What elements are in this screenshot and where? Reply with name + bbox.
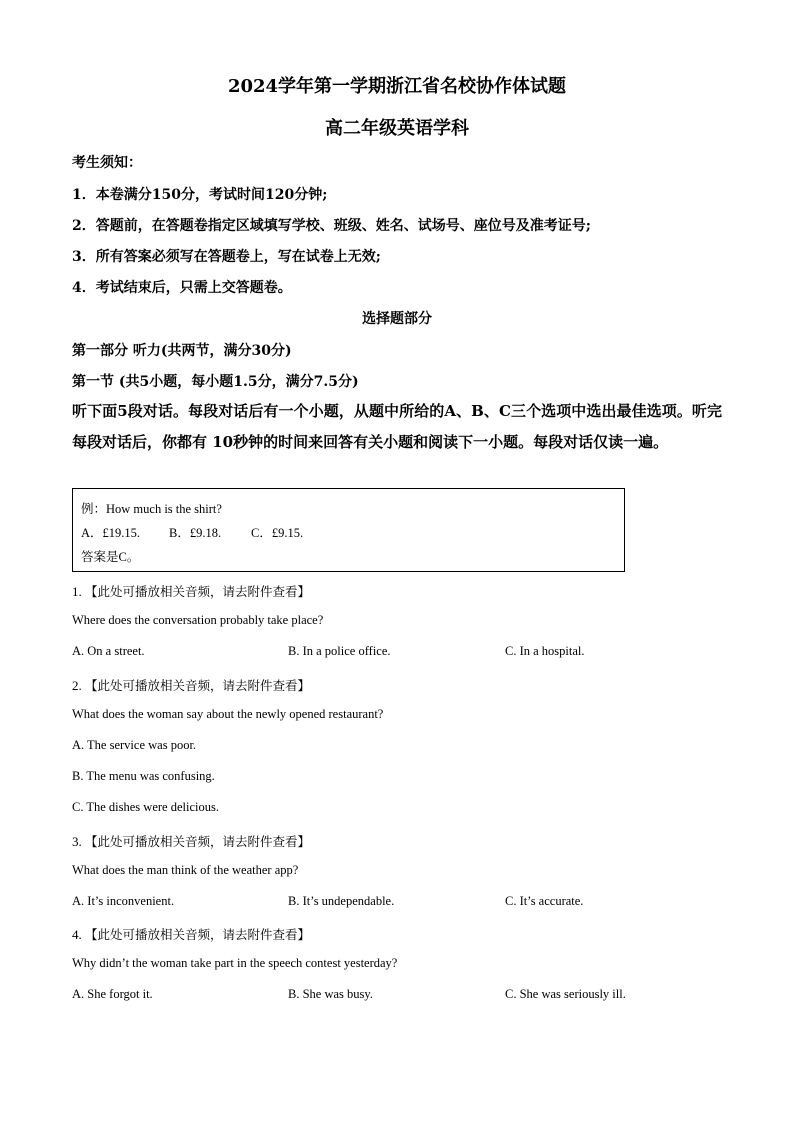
question-number: 1. [72, 584, 82, 599]
question-4-option-a: A. She forgot it. [72, 987, 153, 1001]
notice-heading: 考生须知： [72, 155, 142, 171]
question-3-option-a: A. It’s inconvenient. [72, 894, 175, 908]
question-1-header [72, 582, 310, 600]
section-heading: 选择题部分 [362, 311, 432, 327]
question-number: 3. [72, 834, 82, 849]
question-2-option-a: A. The service was poor. [72, 738, 197, 752]
question-1-option-c: C. In a hospital. [505, 644, 585, 658]
question-3-text: What does the man think of the weather app? [72, 863, 299, 877]
question-number: 4. [72, 927, 82, 942]
audio-placeholder-tag[interactable]: 【此处可播放相关音频，请去附件查看】 [85, 584, 311, 599]
audio-placeholder-tag[interactable]: 【此处可播放相关音频，请去附件查看】 [85, 834, 311, 849]
example-box [72, 488, 625, 572]
part-heading: 第一部分 听力(共两节，满分30分) [72, 343, 292, 359]
question-4-option-b: B. She was busy. [288, 987, 373, 1001]
question-2-option-c: C. The dishes were delicious. [72, 800, 219, 814]
question-2-header [72, 676, 310, 694]
exam-subtitle: 高二年级英语学科 [325, 118, 469, 139]
subsection-heading: 第一节 (共5小题，每小题1.5分，满分7.5分) [72, 374, 359, 390]
example-answer: 答案是C。 [81, 550, 140, 564]
question-4-text: Why didn’t the woman take part in the speech contest yesterday? [72, 956, 398, 970]
question-1-text: Where does the conversation probably take place? [72, 613, 324, 627]
question-1-option-a: A. On a street. [72, 644, 145, 658]
question-3-header [72, 832, 310, 850]
example-option-b: B．£9.18. [169, 526, 222, 540]
notice-item-2: 2．答题前，在答题卷指定区域填写学校、班级、姓名、试场号、座位号及准考证号; [72, 218, 591, 234]
question-4-option-c: C. She was seriously ill. [505, 987, 626, 1001]
example-option-a: A．£19.15. [81, 526, 141, 540]
question-3-option-b: B. It’s undependable. [288, 894, 395, 908]
notice-item-1: 1．本卷满分150分，考试时间120分钟; [72, 187, 328, 203]
notice-item-4: 4．考试结束后，只需上交答题卷。 [72, 280, 292, 296]
question-3-option-c: C. It’s accurate. [505, 894, 584, 908]
example-option-c: C．£9.15. [251, 526, 304, 540]
exam-title: 2024学年第一学期浙江省名校协作体试题 [227, 76, 567, 97]
question-4-header [72, 925, 310, 943]
question-1-option-b: B. In a police office. [288, 644, 391, 658]
question-2-option-b: B. The menu was confusing. [72, 769, 215, 783]
example-question: 例：How much is the shirt? [81, 502, 222, 516]
question-number: 2. [72, 678, 82, 693]
question-2-text: What does the woman say about the newly opened restaurant? [72, 707, 384, 721]
notice-item-3: 3．所有答案必须写在答题卷上，写在试卷上无效; [72, 249, 381, 265]
listening-instructions: 听下面5段对话。每段对话后有一个小题，从题中所给的A、B、C三个选项中选出最佳选项。听完每段对话后，你都有 10秒钟的时间来回答有关小题和阅读下一小题。每段对话仅读一遍。 [72, 402, 722, 451]
audio-placeholder-tag[interactable]: 【此处可播放相关音频，请去附件查看】 [85, 927, 311, 942]
audio-placeholder-tag[interactable]: 【此处可播放相关音频，请去附件查看】 [85, 678, 311, 693]
